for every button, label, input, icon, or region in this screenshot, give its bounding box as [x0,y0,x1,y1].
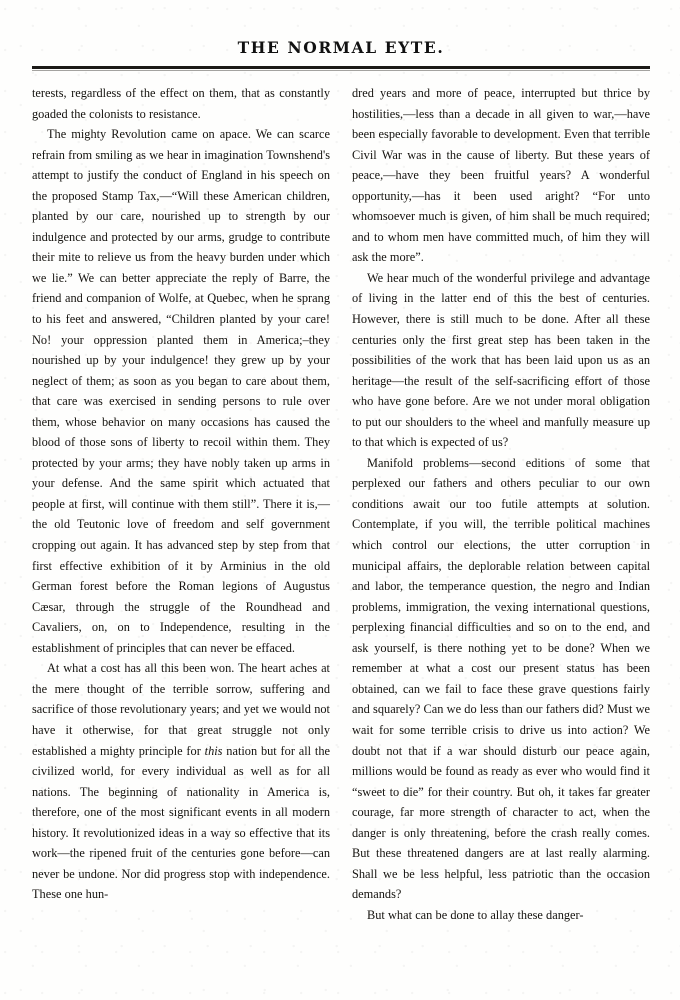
paragraph-text-part-2: nation but for all the civilized world, for every individual as well as for all nations. The beginning of nationality in America is, therefore, one of the most significant events in all modern history. It revolutionized ideas in a way so effective that its work—the ripened fruit of the centuries gone before—can never be undone. Nor did progress stop with independence. These one hun- [32,743,330,902]
masthead-rule [32,66,650,69]
paragraph-manifold-problems: Manifold problems—second editions of some that perplexed our fathers and others peculiar to our own conditions await our too futile attempts at solution. Contemplate, if you will, the terrible political machines which control our elections, the utter corruption in municipal affairs, the deplorable relation between capital and labor, the temperance question, the negro and Indian problems, immigration, the vexing international questions, perplexing financial difficulties and so on to the end, and ask yourself, is there nothing yet to be done? When we remember at what a cost our present status has been obtained, can we fail to face these grave questions fairly and squarely? Can we do less than our fathers did? Must we wait for some terrible crisis to drive us into action? We doubt not that if a war should disturb our peace again, millions would be found as ready as ever who would find it “sweet to die” for their country. But oh, it takes far greater courage, far more strength of character to act, when the danger is only threatening, before the crash really comes. But these threatened dangers are at last really alarming. Shall we be less helpful, less patriotic than the occasion demands? [352,455,650,902]
right-column [352,83,650,983]
paragraph-at-what-a-cost [32,658,330,905]
paragraph-we-hear-much: We hear much of the wonderful privilege and advantage of living in the latter end of this the best of centuries. However, there is still much to be done. After all these centuries only the first great step has been taken in the possibilities of the work that has been laid upon us as an heritage—the result of the self-sacrificing effort of those who have gone before. Are we not under moral obligation to put our shoulders to the wheel and manfully measure up to that which is expected of us? [352,270,650,450]
paragraph-mighty-revolution: The mighty Revolution came on apace. We can scarce refrain from smiling as we hear in imagination Townshend's attempt to justify the conduct of England in his speech on the proposed Stamp Tax,—“Will these American children, planted by our care, nourished up to strength by our indulgence and protected by our arms, grudge to contribute their mite to relieve us from the heavy burden under which we lie.” We can better appreciate the reply of Barre, the friend and companion of Wolfe, at Quebec, when he sprang to his feet and answered, “Children planted by your care! No! your oppression planted them in America;–they nourished up by your indulgence! they grew up by your neglect of them; as soon as you began to care about them, that care was exercised in sending persons to rule over them, whose behavior on many occasions has caused the blood of those sons of liberty to recoil within them. They protected by your arms; they have nobly taken up arms in your defense. And the same spirit which actuated that people at first, will continue with them still”. There it is,—the old Teutonic love of freedom and self government cropping out again. It has advanced step by step from that first effective exhibition of it by Arminius in the old German forest before the Roman legions of Augustus Cæsar, through the struggle of the Roundhead and Cavaliers, on, on to Independence, resulting in the establishment of principles that can never be effaced. [32,127,330,655]
paragraph-text-part-1: At what a cost has all this been won. The heart aches at the mere thought of the terrible sorrow, suffering and sacrifice of those revolutionary years; and yet we would not have it otherwise, for that great struggle not only established a mighty principle for [32,661,330,758]
left-column [32,83,330,983]
masthead [32,40,650,56]
two-column-body [32,83,650,983]
paragraph-continuation: terests, regardless of the effect on them, that as constantly goaded the colonists to resistance. [32,86,330,121]
paragraph-but-what-can-be-done: But what can be done to allay these danger- [367,907,584,922]
publication-title: THE NORMAL EYTE. [237,38,445,57]
emphasis-this: this [204,743,223,758]
paragraph-hundred-years: dred years and more of peace, interrupted but thrice by hostilities,—less than a decade in all given to war,—have been especially favorable to development. Even that terrible Civil War was in the cause of liberty. But these years of peace,—have they been fruitful years? A wonderful opportunity,—has it been used aright? “For unto whomsoever much is given, of him shall be much required; and to whom men have committed much, of him they will ask the more”. [352,86,650,265]
